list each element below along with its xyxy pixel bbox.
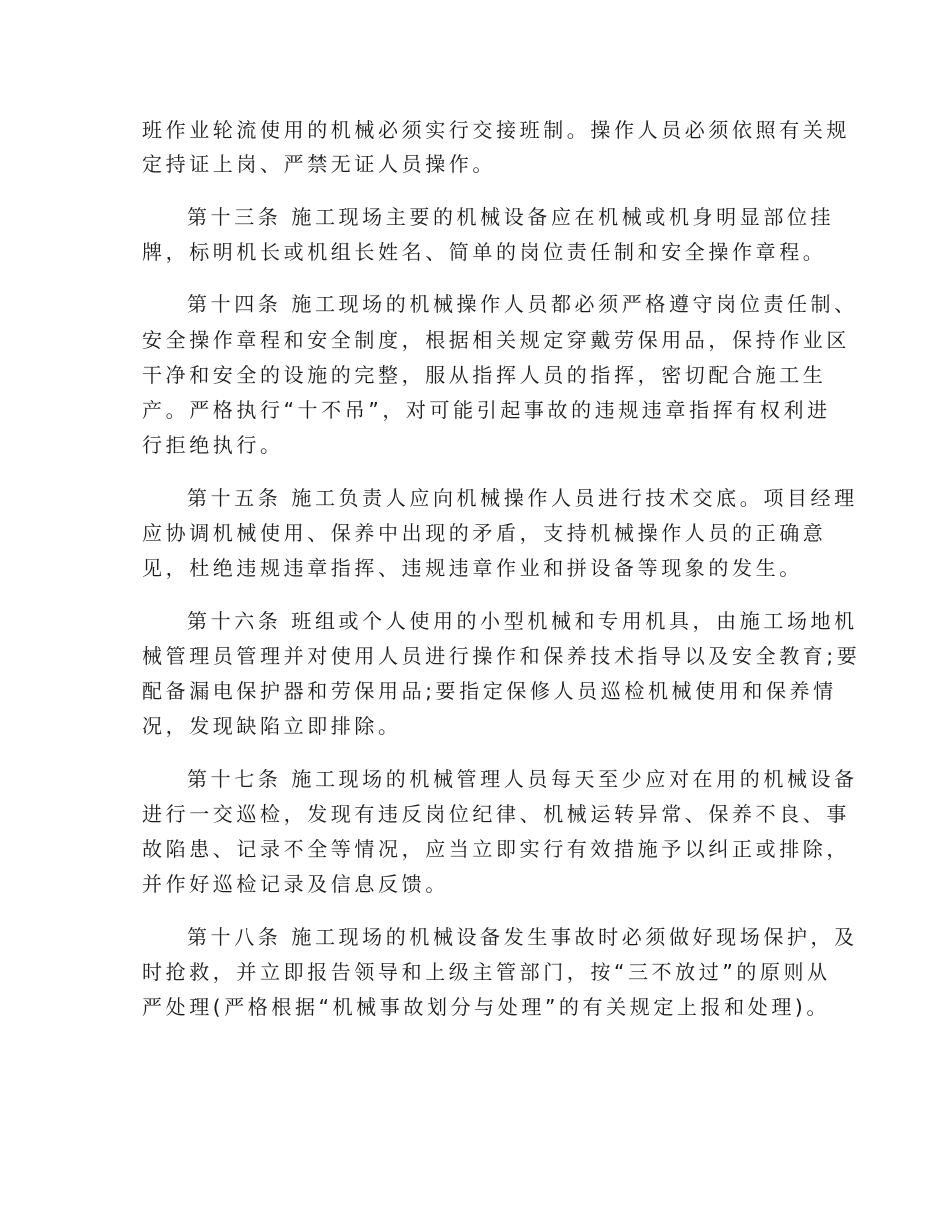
article-16-line: 第十六条 班组或个人使用的小型机械和专用机具，由施工场地机 (187, 609, 858, 633)
paragraph-line: 行拒绝执行。 (142, 433, 284, 457)
paragraph-line: 况，发现缺陷立即排除。 (142, 714, 402, 738)
article-14-line: 第十四条 施工现场的机械操作人员都必须严格遵守岗位责任制、 (187, 292, 858, 316)
paragraph-line: 配备漏电保护器和劳保用品;要指定保修人员巡检机械使用和保养情 (142, 679, 837, 703)
paragraph-line: 并作好巡检记录及信息反馈。 (142, 872, 449, 896)
paragraph-line: 故陷患、记录不全等情况，应当立即实行有效措施予以纠正或排除， (142, 837, 850, 861)
article-15-line: 第十五条 施工负责人应向机械操作人员进行技术交底。项目经理 (187, 486, 858, 510)
article-13-line: 第十三条 施工现场主要的机械设备应在机械或机身明显部位挂 (187, 205, 835, 229)
paragraph-line: 班作业轮流使用的机械必须实行交接班制。操作人员必须依照有关规 (142, 118, 850, 142)
paragraph-line: 应协调机械使用、保养中出现的矛盾，支持机械操作人员的正确意 (142, 521, 827, 545)
paragraph-line: 进行一交巡检，发现有违反岗位纪律、机械运转异常、保养不良、事 (142, 802, 850, 826)
paragraph-line: 牌，标明机长或机组长姓名、简单的岗位责任制和安全操作章程。 (142, 240, 827, 264)
paragraph-line: 产。严格执行“十不吊”，对可能引起事故的违规违章指挥有权利进 (142, 398, 831, 422)
paragraph-line: 严处理(严格根据“机械事故划分与处理”的有关规定上报和处理)。 (142, 995, 830, 1019)
article-18-line: 第十八条 施工现场的机械设备发生事故时必须做好现场保护，及 (187, 925, 858, 949)
paragraph-line: 械管理员管理并对使用人员进行操作和保养技术指导以及安全教育;要 (142, 644, 861, 668)
paragraph-line: 干净和安全的设施的完整，服从指挥人员的指挥，密切配合施工生 (142, 363, 827, 387)
paragraph-line: 时抢救，并立即报告领导和上级主管部门，按“三不放过”的原则从 (142, 960, 831, 984)
paragraph-line: 定持证上岗、严禁无证人员操作。 (142, 152, 496, 176)
paragraph-line: 安全操作章程和安全制度，根据相关规定穿戴劳保用品，保持作业区 (142, 328, 850, 352)
paragraph-line: 见，杜绝违规违章指挥、违规违章作业和拼设备等现象的发生。 (142, 556, 803, 580)
article-17-line: 第十七条 施工现场的机械管理人员每天至少应对在用的机械设备 (187, 767, 858, 791)
